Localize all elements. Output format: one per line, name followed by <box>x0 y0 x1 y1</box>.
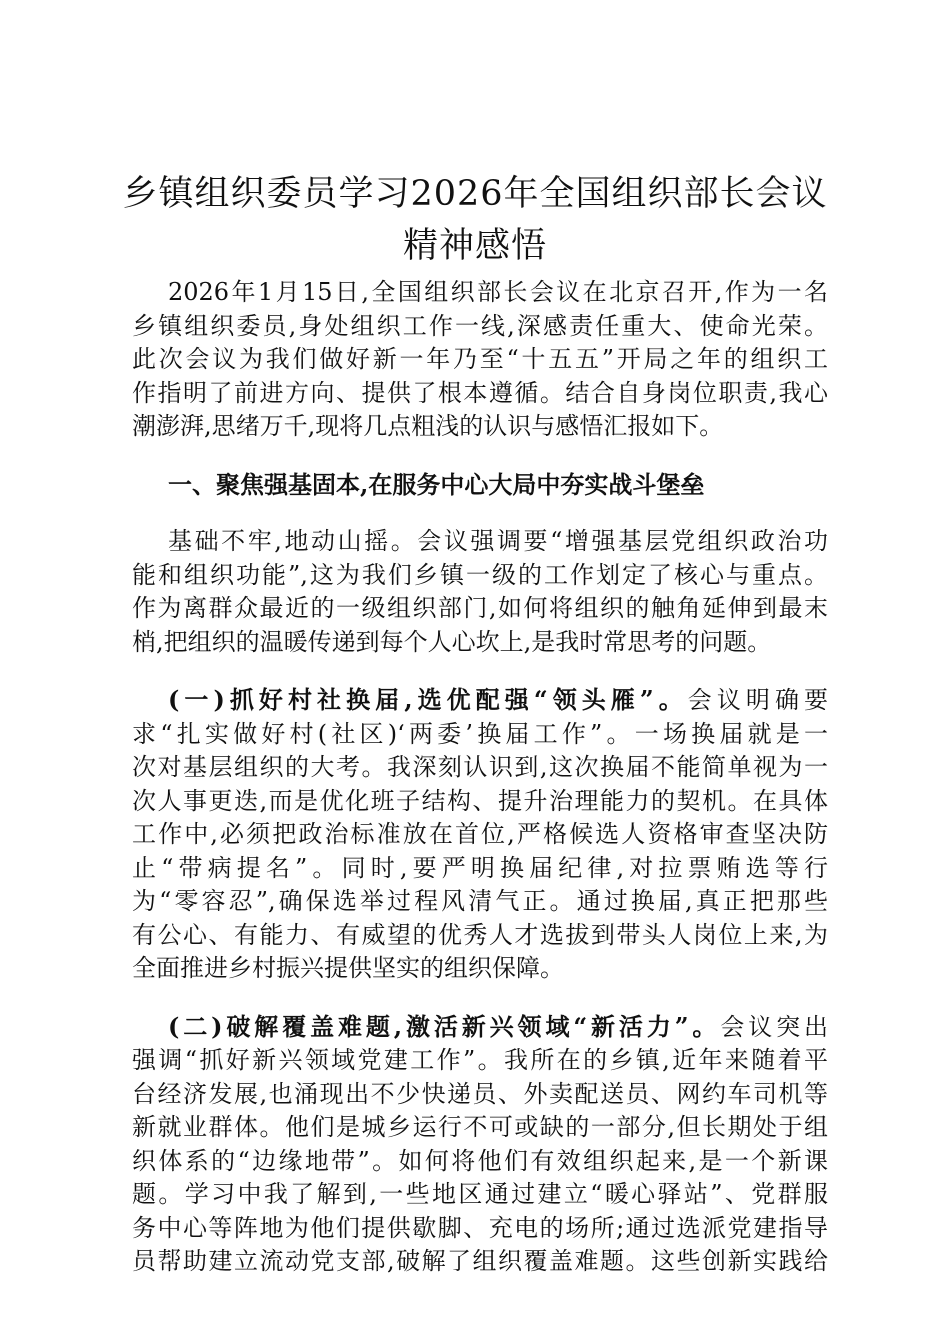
subsection-2-title: (二)破解覆盖难题,激活新兴领域“新活力”。 <box>168 1011 721 1041</box>
section-1-line: 梢,把组织的温暖传递到每个人心坎上,是我时常思考的问题。 <box>132 627 772 656</box>
subsection-1-line: 次对基层组织的大考。我深刻认识到,这次换届不能简单视为一 <box>132 753 828 781</box>
subsection-2-line: 强调“抓好新兴领域党建工作”。我所在的乡镇,近年来随着平 <box>132 1046 828 1074</box>
subsection-2-paragraph <box>132 1010 828 1279</box>
section-1-line: 作为离群众最近的一级组织部门,如何将组织的触角延伸到最末 <box>132 594 828 622</box>
intro-line: 2026年1月15日,全国组织部长会议在北京召开,作为一名 <box>168 278 828 306</box>
intro-line: 乡镇组织委员,身处组织工作一线,深感责任重大、使命光荣。 <box>132 311 828 340</box>
intro-line: 此次会议为我们做好新一年乃至“十五五”开局之年的组织工 <box>132 345 828 373</box>
intro-line: 作指明了前进方向、提供了根本遵循。结合自身岗位职责,我心 <box>132 378 828 407</box>
subsection-2-line: 新就业群体。他们是城乡运行不可或缺的一部分,但长期处于组 <box>132 1113 828 1141</box>
section-1-heading: 一、聚焦强基固本,在服务中心大局中夯实战斗堡垒 <box>168 469 705 499</box>
subsection-1-line: 求“扎实做好村(社区)‘两委’换届工作”。一场换届就是一 <box>132 719 828 748</box>
subsection-1-line: 工作中,必须把政治标准放在首位,严格候选人资格审查坚决防 <box>132 820 828 848</box>
intro-line: 潮澎湃,思绪万千,现将几点粗浅的认识与感悟汇报如下。 <box>132 412 724 440</box>
subsection-1-first-line <box>132 683 828 718</box>
subsection-1-line: 次人事更迭,而是优化班子结构、提升治理能力的契机。在具体 <box>132 786 828 815</box>
subsection-2-line: 题。学习中我了解到,一些地区通过建立“暖心驿站”、党群服 <box>132 1180 828 1208</box>
subsection-2-line: 会议突出 <box>720 1012 828 1041</box>
section-1-line: 基础不牢,地动山摇。会议强调要“增强基层党组织政治功 <box>168 527 828 555</box>
subsection-1-line: 有公心、有能力、有威望的优秀人才选拔到带头人岗位上来,为 <box>132 920 828 949</box>
subsection-1-line: 会议明确要 <box>687 686 828 714</box>
subsection-1-line: 为“零容忍”,确保选举过程风清气正。通过换届,真正把那些 <box>132 887 828 915</box>
subsection-1-line: 止“带病提名”。同时,要严明换届纪律,对拉票贿选等行 <box>132 853 828 882</box>
subsection-1-title: (一)抓好村社换届,选优配强“领头雁”。 <box>168 685 688 714</box>
section-1-paragraph <box>132 525 828 659</box>
subsection-1-line: 全面推进乡村振兴提供坚实的组织保障。 <box>132 954 564 982</box>
subsection-2-line: 台经济发展,也涌现出不少快递员、外卖配送员、网约车司机等 <box>132 1079 828 1108</box>
document-body <box>132 276 828 1279</box>
subsection-1-paragraph <box>132 683 828 986</box>
subsection-2-line: 员帮助建立流动党支部,破解了组织覆盖难题。这些创新实践给 <box>132 1247 828 1275</box>
intro-paragraph <box>132 276 828 444</box>
subsection-2-first-line <box>132 1010 828 1045</box>
document-title <box>120 168 830 272</box>
subsection-2-line: 务中心等阵地为他们提供歇脚、充电的场所;通过选派党建指导 <box>132 1213 828 1242</box>
section-1-line: 能和组织功能”,这为我们乡镇一级的工作划定了核心与重点。 <box>132 560 828 589</box>
subsection-2-line: 织体系的“边缘地带”。如何将他们有效组织起来,是一个新课 <box>132 1146 828 1175</box>
title-line-1: 乡镇组织委员学习2026年全国组织部长会议 <box>122 174 828 214</box>
title-line-2: 精神感悟 <box>402 226 547 266</box>
